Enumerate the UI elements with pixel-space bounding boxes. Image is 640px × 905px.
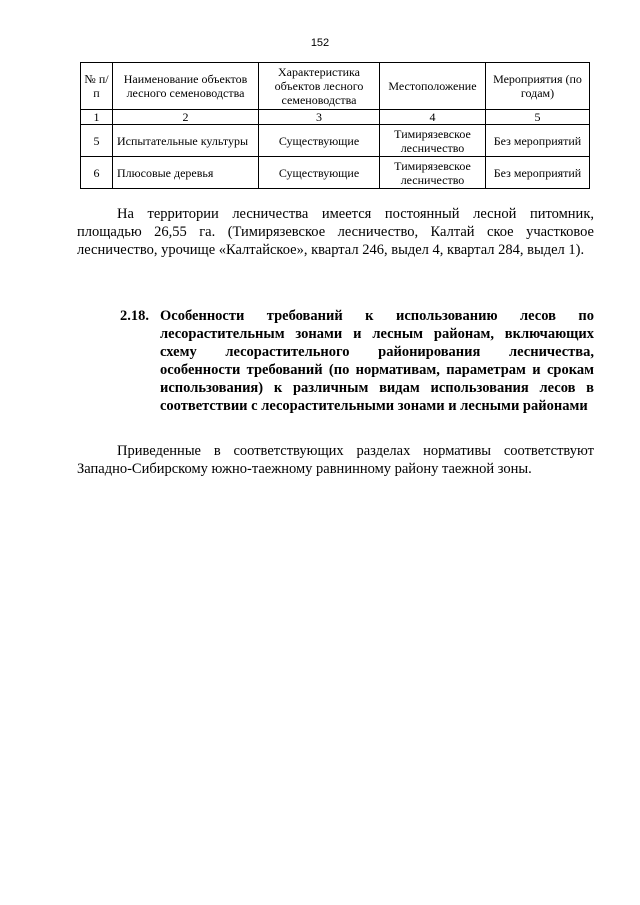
activities-cell: Без мероприятий (486, 125, 590, 157)
forest-seed-objects-table (80, 62, 590, 189)
characteristic-cell: Существующие (259, 125, 380, 157)
nursery-paragraph: На территории лесничества имеется постоянный лесной питомник, площадью 26,55 га. (Тимирязевское лесничество, Калтай ское участковое лесничество, урочище «Калтайское», квартал 246, выдел 4, квартал 284, выдел 1). (77, 206, 594, 258)
section-number: 2.18. (120, 308, 149, 324)
row-number-cell: 6 (81, 157, 113, 189)
table-row (81, 157, 590, 189)
column-number-cell: 1 (81, 110, 113, 125)
object-name-cell: Испытательные культуры (113, 125, 259, 157)
header-cell-activities: Мероприятия (по годам) (486, 63, 590, 110)
column-number-cell: 5 (486, 110, 590, 125)
header-cell-number: № п/п (81, 63, 113, 110)
column-number-row (81, 110, 590, 125)
header-cell-location: Местоположение (380, 63, 486, 110)
characteristic-cell: Существующие (259, 157, 380, 189)
page-number: 152 (310, 37, 330, 49)
location-cell: Тимирязевское лесничество (380, 125, 486, 157)
section-heading (120, 307, 594, 415)
object-name-cell: Плюсовые деревья (113, 157, 259, 189)
header-cell-characteristic: Характеристика объектов лесного семеноводства (259, 63, 380, 110)
column-number-cell: 3 (259, 110, 380, 125)
table-row (81, 125, 590, 157)
location-cell: Тимирязевское лесничество (380, 157, 486, 189)
column-number-cell: 2 (113, 110, 259, 125)
section-title: Особенности требований к использованию лесов по лесорастительным зонами и лесным районам, включающих схему лесорастительного районирования лесничества, особенности требований (по нормативам, параметрам и срокам использования) к различным видам использования лесов в соответствии с лесорастительными зонами и лесными районами (160, 308, 594, 414)
row-number-cell: 5 (81, 125, 113, 157)
table-header-row (81, 63, 590, 110)
column-number-cell: 4 (380, 110, 486, 125)
header-cell-name: Наименование объектов лесного семеноводства (113, 63, 259, 110)
activities-cell: Без мероприятий (486, 157, 590, 189)
standards-paragraph: Приведенные в соответствующих разделах нормативы соответствуют Западно-Сибирскому южно-таежному равнинному району таежной зоны. (77, 443, 594, 477)
